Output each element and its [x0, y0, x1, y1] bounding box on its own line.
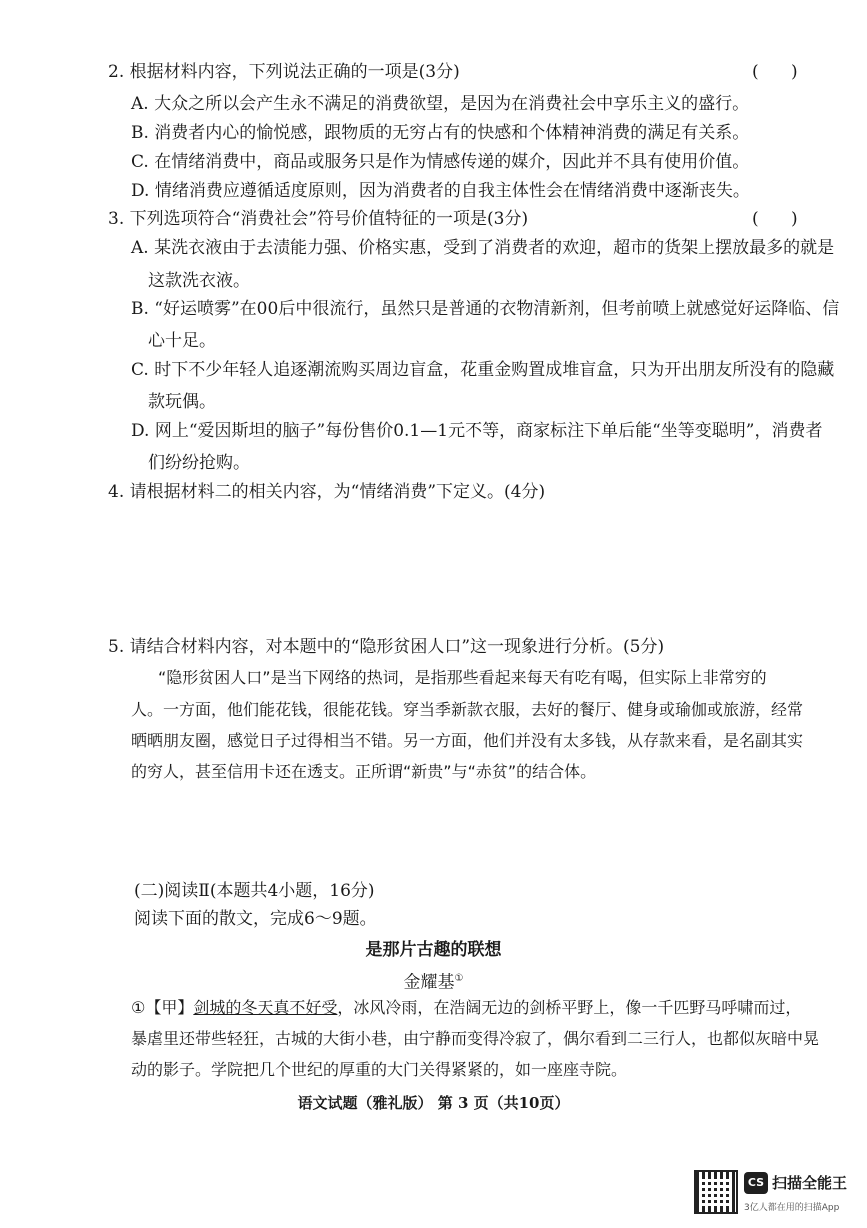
q2-answer-paren: ( ) — [752, 62, 798, 82]
q3-option-d-line2: 们纷纷抢购。 — [148, 453, 250, 473]
q3-option-b-line2: 心十足。 — [148, 331, 216, 351]
author-footnote-marker: ① — [454, 973, 464, 984]
essay-paragraph-line1 — [131, 997, 801, 1019]
qr-code-icon — [694, 1170, 738, 1214]
page-footer: 语文试题（雅礼版） 第 3 页（共10页） — [297, 1094, 570, 1112]
paragraph-marker: ①【甲】 — [131, 998, 194, 1017]
essay-title: 是那片古趣的联想 — [365, 940, 502, 960]
q5-passage-line: 人。一方面，他们能花钱，很能花钱。穿当季新款衣服，去好的餐厅、健身或瑜伽或旅游，经常 — [131, 700, 804, 719]
q3-option-c-line1: C. 时下不少年轻人追逐潮流购买周边盲盒，花重金购置成堆盲盒，只为开出朋友所没有的隐藏 — [131, 360, 835, 380]
essay-paragraph-line3: 动的影子。学院把几个世纪的厚重的大门关得紧紧的，如一座座寺院。 — [131, 1060, 628, 1079]
q5-stem: 5. 请结合材料内容，对本题中的“隐形贫困人口”这一现象进行分析。(5分) — [108, 637, 665, 657]
essay-author — [0, 968, 867, 994]
q2-option-a: A. 大众之所以会产生永不满足的消费欲望，是因为在消费社会中享乐主义的盛行。 — [131, 94, 750, 114]
q2-option-d: D. 情绪消费应遵循适度原则，因为消费者的自我主体性会在情绪消费中逐渐丧失。 — [131, 181, 750, 201]
section-instruction: 阅读下面的散文，完成6～9题。 — [134, 909, 377, 929]
q2-option-c: C. 在情绪消费中，商品或服务只是作为情感传递的媒介，因此并不具有使用价值。 — [131, 152, 750, 172]
paragraph-text: ，冰风冷雨，在浩阔无边的剑桥平野上，像一千匹野马呼啸而过， — [337, 998, 802, 1017]
q4-stem: 4. 请根据材料二的相关内容，为“情绪消费”下定义。(4分) — [108, 482, 546, 502]
essay-paragraph-line2: 暴虐里还带些轻狂，古城的大街小巷，由宁静而变得冷寂了，偶尔看到二三行人，也都似灰暗中晃 — [131, 1029, 820, 1048]
q2-stem: 2. 根据材料内容，下列说法正确的一项是(3分) — [108, 62, 460, 82]
scanner-tagline: 3亿人都在用的扫描App — [744, 1203, 840, 1213]
q3-option-c-line2: 款玩偶。 — [148, 392, 216, 412]
q5-passage-line: 晒晒朋友圈，感觉日子过得相当不错。另一方面，他们并没有太多钱，从存款来看，是名副其实 — [131, 731, 804, 750]
section-heading: (二)阅读Ⅱ(本题共4小题，16分) — [134, 881, 375, 901]
camscanner-logo-icon: CS — [744, 1172, 768, 1194]
q3-option-a-line1: A. 某洗衣液由于去渍能力强、价格实惠，受到了消费者的欢迎，超市的货架上摆放最多的就是 — [131, 238, 835, 258]
q5-passage-line: “隐形贫困人口”是当下网络的热词，是指那些看起来每天有吃有喝，但实际上非常穷的 — [158, 668, 767, 687]
q3-option-d-line1: D. 网上“爱因斯坦的脑子”每份售价0.1—1元不等，商家标注下单后能“坐等变聪明”，消费者 — [131, 421, 823, 441]
author-name: 金耀基 — [403, 972, 455, 993]
q3-answer-paren: ( ) — [752, 209, 798, 229]
q3-option-b-line1: B. “好运喷雾”在00后中很流行，虽然只是普通的衣物清新剂，但考前喷上就感觉好运降临、信 — [131, 299, 840, 319]
underlined-phrase: 剑城的冬天真不好受 — [193, 998, 338, 1017]
q3-option-a-line2: 这款洗衣液。 — [148, 271, 250, 291]
scanner-app-name: 扫描全能王 — [772, 1174, 848, 1192]
q2-option-b: B. 消费者内心的愉悦感，跟物质的无穷占有的快感和个体精神消费的满足有关系。 — [131, 123, 750, 143]
q3-stem: 3. 下列选项符合“消费社会”符号价值特征的一项是(3分) — [108, 209, 529, 229]
q5-passage-line: 的穷人，甚至信用卡还在透支。正所谓“新贵”与“赤贫”的结合体。 — [131, 762, 597, 781]
